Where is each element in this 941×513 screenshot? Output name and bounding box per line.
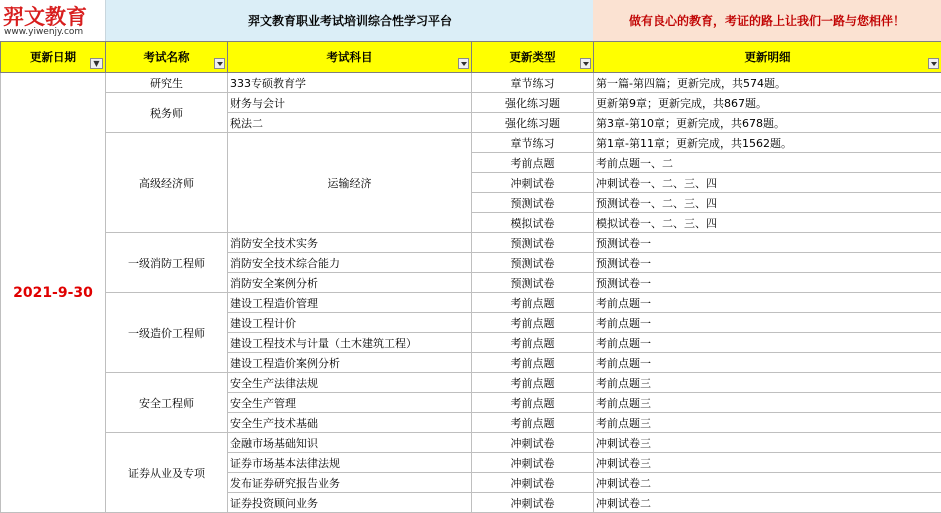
update-type-cell[interactable]: 章节练习 [472,73,594,93]
header-exam[interactable] [106,42,228,73]
update-detail-cell[interactable]: 考前点题三 [594,413,941,433]
update-detail-cell[interactable]: 考前点题三 [594,373,941,393]
logo-url: www.yiwenjy.com [4,27,84,37]
update-type-cell[interactable]: 冲刺试卷 [472,473,594,493]
exam-name-cell[interactable]: 研究生 [106,73,228,93]
update-detail-cell[interactable]: 第3章-第10章；更新完成，共678题。 [594,113,941,133]
exam-subject-cell[interactable]: 证券市场基本法律法规 [228,453,472,473]
update-type-cell[interactable]: 考前点题 [472,373,594,393]
exam-name-cell[interactable]: 税务师 [106,93,228,133]
update-type-cell[interactable]: 强化练习题 [472,93,594,113]
header-date-label: 更新日期 [30,50,76,64]
update-detail-cell[interactable]: 更新第9章；更新完成，共867题。 [594,93,941,113]
table-row [1,293,941,313]
table-row [1,233,941,253]
update-detail-cell[interactable]: 预测试卷一 [594,273,941,293]
exam-subject-cell[interactable]: 建设工程造价案例分析 [228,353,472,373]
update-detail-cell[interactable]: 第1章-第11章；更新完成，共1562题。 [594,133,941,153]
update-detail-cell[interactable]: 冲刺试卷三 [594,433,941,453]
update-type-cell[interactable]: 考前点题 [472,153,594,173]
header-date[interactable] [1,42,106,73]
update-type-cell[interactable]: 模拟试卷 [472,213,594,233]
exam-name-cell[interactable]: 安全工程师 [106,373,228,433]
update-detail-cell[interactable]: 考前点题一、二 [594,153,941,173]
update-type-cell[interactable]: 预测试卷 [472,253,594,273]
dropdown-arrow-icon[interactable] [458,58,469,69]
update-detail-cell[interactable]: 冲刺试卷二 [594,493,941,513]
header-detail-label: 更新明细 [744,50,791,64]
update-detail-cell[interactable]: 模拟试卷一、二、三、四 [594,213,941,233]
update-type-cell[interactable]: 预测试卷 [472,273,594,293]
update-detail-cell[interactable]: 考前点题三 [594,393,941,413]
exam-subject-cell[interactable]: 税法二 [228,113,472,133]
table-row [1,73,941,93]
exam-subject-cell[interactable]: 建设工程计价 [228,313,472,333]
exam-subject-cell[interactable]: 金融市场基础知识 [228,433,472,453]
exam-name-cell[interactable]: 一级造价工程师 [106,293,228,373]
exam-subject-cell[interactable]: 333专硕教育学 [228,73,472,93]
exam-subject-cell[interactable]: 证券投资顾问业务 [228,493,472,513]
exam-subject-cell[interactable]: 运输经济 [228,133,472,233]
update-detail-cell[interactable]: 冲刺试卷一、二、三、四 [594,173,941,193]
table-row [1,373,941,393]
table-row [1,433,941,453]
update-type-cell[interactable]: 冲刺试卷 [472,493,594,513]
dropdown-arrow-icon[interactable] [928,58,939,69]
table-row [1,93,941,113]
header-subject-label: 考试科目 [326,50,373,64]
header-subject[interactable] [228,42,472,73]
header-detail[interactable] [594,42,941,73]
update-detail-cell[interactable]: 考前点题一 [594,293,941,313]
update-type-cell[interactable]: 预测试卷 [472,193,594,213]
update-detail-cell[interactable]: 考前点题一 [594,333,941,353]
update-detail-cell[interactable]: 预测试卷一 [594,233,941,253]
table-row [1,133,941,153]
update-type-cell[interactable]: 考前点题 [472,333,594,353]
exam-subject-cell[interactable]: 安全生产技术基础 [228,413,472,433]
update-type-cell[interactable]: 强化练习题 [472,113,594,133]
exam-name-cell[interactable]: 一级消防工程师 [106,233,228,293]
filter-active-icon[interactable]: ▼ [90,58,103,69]
update-type-cell[interactable]: 冲刺试卷 [472,173,594,193]
exam-subject-cell[interactable]: 安全生产管理 [228,393,472,413]
update-type-cell[interactable]: 考前点题 [472,313,594,333]
exam-subject-cell[interactable]: 发布证券研究报告业务 [228,473,472,493]
exam-subject-cell[interactable]: 建设工程技术与计量（土木建筑工程） [228,333,472,353]
update-detail-cell[interactable]: 冲刺试卷三 [594,453,941,473]
header-banner [0,0,941,41]
update-detail-cell[interactable]: 考前点题一 [594,353,941,373]
logo-text: 羿文教育 [3,5,87,29]
slogan: 做有良心的教育，考证的路上让我们一路与您相伴！ [593,0,941,41]
update-detail-cell[interactable]: 第一篇-第四篇；更新完成，共574题。 [594,73,941,93]
update-type-cell[interactable]: 考前点题 [472,293,594,313]
exam-subject-cell[interactable]: 安全生产法律法规 [228,373,472,393]
exam-subject-cell[interactable]: 消防安全技术综合能力 [228,253,472,273]
update-type-cell[interactable]: 考前点题 [472,393,594,413]
header-exam-label: 考试名称 [143,50,190,64]
exam-subject-cell[interactable]: 财务与会计 [228,93,472,113]
update-detail-cell[interactable]: 考前点题一 [594,313,941,333]
update-detail-cell[interactable]: 冲刺试卷二 [594,473,941,493]
update-type-cell[interactable]: 考前点题 [472,413,594,433]
logo [0,0,105,41]
table-body [1,73,941,513]
platform-title: 羿文教育职业考试培训综合性学习平台 [105,0,594,41]
exam-subject-cell[interactable]: 消防安全技术实务 [228,233,472,253]
update-type-cell[interactable]: 冲刺试卷 [472,433,594,453]
exam-name-cell[interactable]: 高级经济师 [106,133,228,233]
update-detail-cell[interactable]: 预测试卷一 [594,253,941,273]
header-type[interactable] [472,42,594,73]
update-date-cell[interactable]: 2021-9-30 [1,73,106,513]
header-row [1,42,941,73]
update-type-cell[interactable]: 章节练习 [472,133,594,153]
update-type-cell[interactable]: 考前点题 [472,353,594,373]
update-type-cell[interactable]: 冲刺试卷 [472,453,594,473]
update-type-cell[interactable]: 预测试卷 [472,233,594,253]
dropdown-arrow-icon[interactable] [580,58,591,69]
exam-subject-cell[interactable]: 建设工程造价管理 [228,293,472,313]
exam-subject-cell[interactable]: 消防安全案例分析 [228,273,472,293]
header-type-label: 更新类型 [509,50,556,64]
exam-name-cell[interactable]: 证券从业及专项 [106,433,228,513]
dropdown-arrow-icon[interactable] [214,58,225,69]
update-table [0,41,941,513]
update-detail-cell[interactable]: 预测试卷一、二、三、四 [594,193,941,213]
